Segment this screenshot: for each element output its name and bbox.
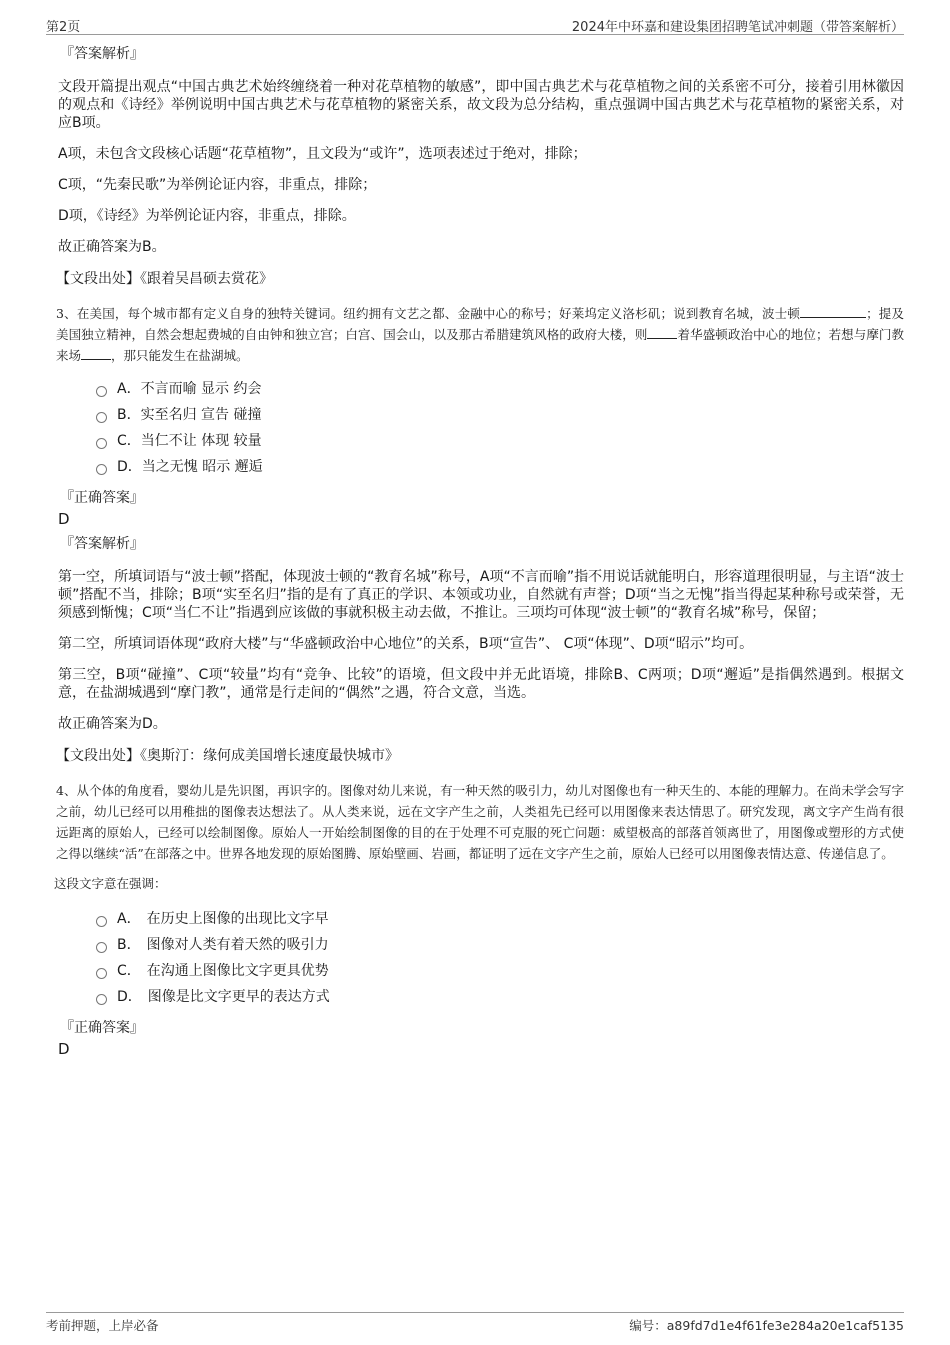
question-3-text: 3、在美国，每个城市都有定义自身的独特关键词。纽约拥有文艺之都、金融中心的称号；好莱坞定义洛杉矶；说到教育名城，波士顿 ；提及美国独立精神，自然会想起费城的自由钟和独立宫；白宫、国会山，以及那古希腊建筑风格的政府大楼，则 着华盛顿政治中心的地位；若想与摩门教来场 ，那只能发生在盐湖城。 bbox=[56, 306, 904, 363]
fill-blank bbox=[647, 326, 677, 339]
option-c[interactable]: C． 当仁不让 体现 较量 bbox=[96, 428, 904, 454]
analysis-paragraph: 故正确答案为B。 bbox=[58, 239, 166, 255]
page-footer bbox=[46, 1312, 904, 1333]
analysis-paragraph: C项，“先秦民歌”为举例论证内容，非重点，排除； bbox=[58, 177, 377, 193]
question-3-options bbox=[96, 376, 904, 480]
radio-icon[interactable] bbox=[96, 464, 107, 475]
correct-answer: D bbox=[58, 510, 70, 528]
radio-icon[interactable] bbox=[96, 994, 107, 1005]
option-a[interactable]: A． 在历史上图像的出现比文字早 bbox=[96, 906, 904, 932]
radio-icon[interactable] bbox=[96, 412, 107, 423]
option-b[interactable]: B． 实至名归 宣告 碰撞 bbox=[96, 402, 904, 428]
correct-answer: D bbox=[58, 1040, 70, 1058]
page-header bbox=[46, 14, 904, 35]
fill-blank bbox=[81, 347, 111, 360]
passage-source: 【文段出处】《跟着吴昌硕去赏花》 bbox=[56, 271, 273, 287]
analysis-paragraph: A项，未包含文段核心话题“花草植物”，且文段为“或许”，选项表述过于绝对，排除； bbox=[58, 146, 587, 162]
passage-source: 【文段出处】《奥斯汀：缘何成美国增长速度最快城市》 bbox=[56, 748, 399, 764]
analysis-paragraph: 第一空，所填词语与“波士顿”搭配，体现波士顿的“教育名城”称号，A项“不言而喻”指不用说话就能明白，形容道理很明显，与主语“波士顿”搭配不当，排除；B项“实至名归”指的是有了真正的学识、本领或功业，自然就有声誉；D项“当之无愧”指当得起某种称号或荣誉，无须感到惭愧；C项“当仁不让”指遇到应该做的事就积极主动去做，不推让。三项均可体现“波士顿”的“教育名城”称号，保留； bbox=[58, 569, 904, 621]
analysis-paragraph: 故正确答案为D。 bbox=[58, 716, 167, 732]
analysis-paragraph: 第二空，所填词语体现“政府大楼”与“华盛顿政治中心地位”的关系，B项“宣告”、 C项“体现”、D项“昭示”均可。 bbox=[58, 636, 754, 652]
radio-icon[interactable] bbox=[96, 386, 107, 397]
option-c[interactable]: C． 在沟通上图像比文字更具优势 bbox=[96, 958, 904, 984]
page-content bbox=[56, 44, 904, 1064]
radio-icon[interactable] bbox=[96, 942, 107, 953]
radio-icon[interactable] bbox=[96, 916, 107, 927]
analysis-paragraph: 第三空，B项“碰撞”、C项“较量”均有“竞争、比较”的语境，但文段中并无此语境，排除B、C两项；D项“邂逅”是指偶然遇到。根据文意，在盐湖城遇到“摩门教”，通常是行走间的“偶然”之遇，符合文意，当选。 bbox=[58, 667, 904, 701]
fill-blank bbox=[800, 305, 866, 318]
question-4-options bbox=[96, 906, 904, 1010]
question-4-text: 4、从个体的角度看，婴幼儿是先识图，再识字的。图像对幼儿来说，有一种天然的吸引力，幼儿对图像也有一种天生的、本能的理解力。在尚未学会写字之前，幼儿已经可以用稚拙的图像表达想法了。从人类来说，远在文字产生之前，人类祖先已经可以用图像来表达情思了。研究发现，离文字产生尚有很远距离的原始人，已经可以绘制图像。原始人一开始绘制图像的目的在于处理不可克服的死亡问题：威望极高的部落首领离世了，用图像或塑形的方式使之得以继续“活”在部落之中。世界各地发现的原始图腾、原始壁画、岩画，都证明了远在文字产生之前，原始人已经可以用图像表情达意、传递信息了。 bbox=[56, 783, 904, 861]
analysis-label: 『答案解析』 bbox=[60, 46, 144, 62]
analysis-label: 『答案解析』 bbox=[60, 536, 144, 552]
document-title: 2024年中环嘉和建设集团招聘笔试冲刺题（带答案解析） bbox=[571, 20, 904, 35]
radio-icon[interactable] bbox=[96, 438, 107, 449]
correct-answer-label: 『正确答案』 bbox=[60, 1020, 144, 1036]
correct-answer-label: 『正确答案』 bbox=[60, 490, 144, 506]
option-a[interactable]: A． 不言而喻 显示 约会 bbox=[96, 376, 904, 402]
option-d[interactable]: D． 当之无愧 昭示 邂逅 bbox=[96, 454, 904, 480]
analysis-paragraph: 文段开篇提出观点“中国古典艺术始终缠绕着一种对花草植物的敏感”，即中国古典艺术与花草植物之间的关系密不可分，接着引用林徽因的观点和《诗经》举例说明中国古典艺术与花草植物的紧密关系，故文段为总分结构，重点强调中国古典艺术与花草植物的紧密关系，对应B项。 bbox=[58, 79, 904, 131]
document-id: 编号：a89fd7d1e4f61fe3e284a20e1caf5135 bbox=[629, 1318, 904, 1333]
footer-slogan: 考前押题，上岸必备 bbox=[46, 1318, 159, 1333]
option-b[interactable]: B． 图像对人类有着天然的吸引力 bbox=[96, 932, 904, 958]
question-4-prompt: 这段文字意在强调： bbox=[54, 876, 167, 891]
option-d[interactable]: D． 图像是比文字更早的表达方式 bbox=[96, 984, 904, 1010]
analysis-paragraph: D项，《诗经》为举例论证内容，非重点，排除。 bbox=[58, 208, 356, 224]
radio-icon[interactable] bbox=[96, 968, 107, 979]
page-number: 第2页 bbox=[46, 20, 81, 35]
